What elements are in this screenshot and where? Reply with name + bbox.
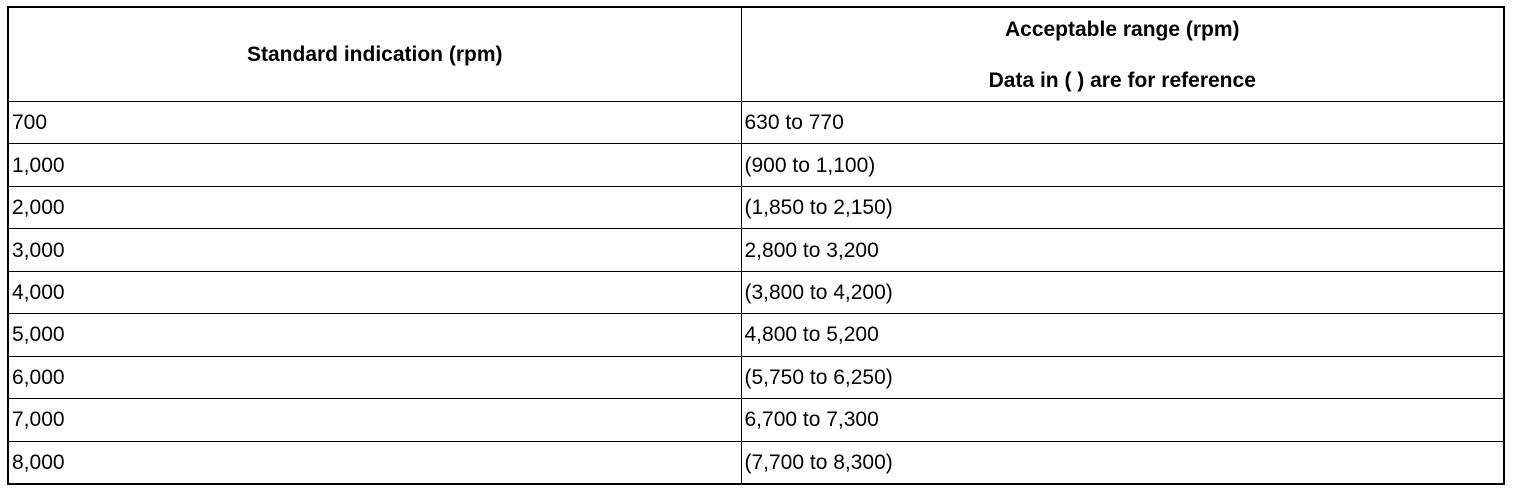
cell-range: 4,800 to 5,200 [741, 314, 1503, 356]
cell-standard: 4,000 [9, 271, 741, 313]
table-row [9, 399, 1503, 441]
header-acceptable-note: Data in ( ) are for reference [988, 68, 1256, 92]
cell-range: (7,700 to 8,300) [741, 441, 1503, 483]
cell-range: (3,800 to 4,200) [741, 271, 1503, 313]
table-row [9, 102, 1503, 144]
header-standard-indication [9, 8, 741, 102]
table-header-row [9, 8, 1503, 102]
table-row [9, 186, 1503, 228]
table-row [9, 229, 1503, 271]
rpm-spec-table [9, 8, 1503, 483]
header-acceptable-range [741, 8, 1503, 102]
cell-standard: 1,000 [9, 144, 741, 186]
cell-standard: 7,000 [9, 399, 741, 441]
header-acceptable-label: Acceptable range (rpm) [1004, 17, 1240, 41]
cell-range: (900 to 1,100) [741, 144, 1503, 186]
cell-standard: 2,000 [9, 186, 741, 228]
cell-range: 6,700 to 7,300 [741, 399, 1503, 441]
table-row [9, 441, 1503, 483]
table-row [9, 314, 1503, 356]
table-row [9, 271, 1503, 313]
cell-range: (1,850 to 2,150) [741, 186, 1503, 228]
table-row [9, 144, 1503, 186]
cell-range: 630 to 770 [741, 102, 1503, 144]
cell-range: (5,750 to 6,250) [741, 356, 1503, 398]
rpm-spec-table-container [7, 6, 1505, 485]
cell-range: 2,800 to 3,200 [741, 229, 1503, 271]
table-row [9, 356, 1503, 398]
cell-standard: 700 [9, 102, 741, 144]
header-standard-label: Standard indication (rpm) [246, 43, 503, 66]
cell-standard: 8,000 [9, 441, 741, 483]
cell-standard: 3,000 [9, 229, 741, 271]
cell-standard: 6,000 [9, 356, 741, 398]
cell-standard: 5,000 [9, 314, 741, 356]
